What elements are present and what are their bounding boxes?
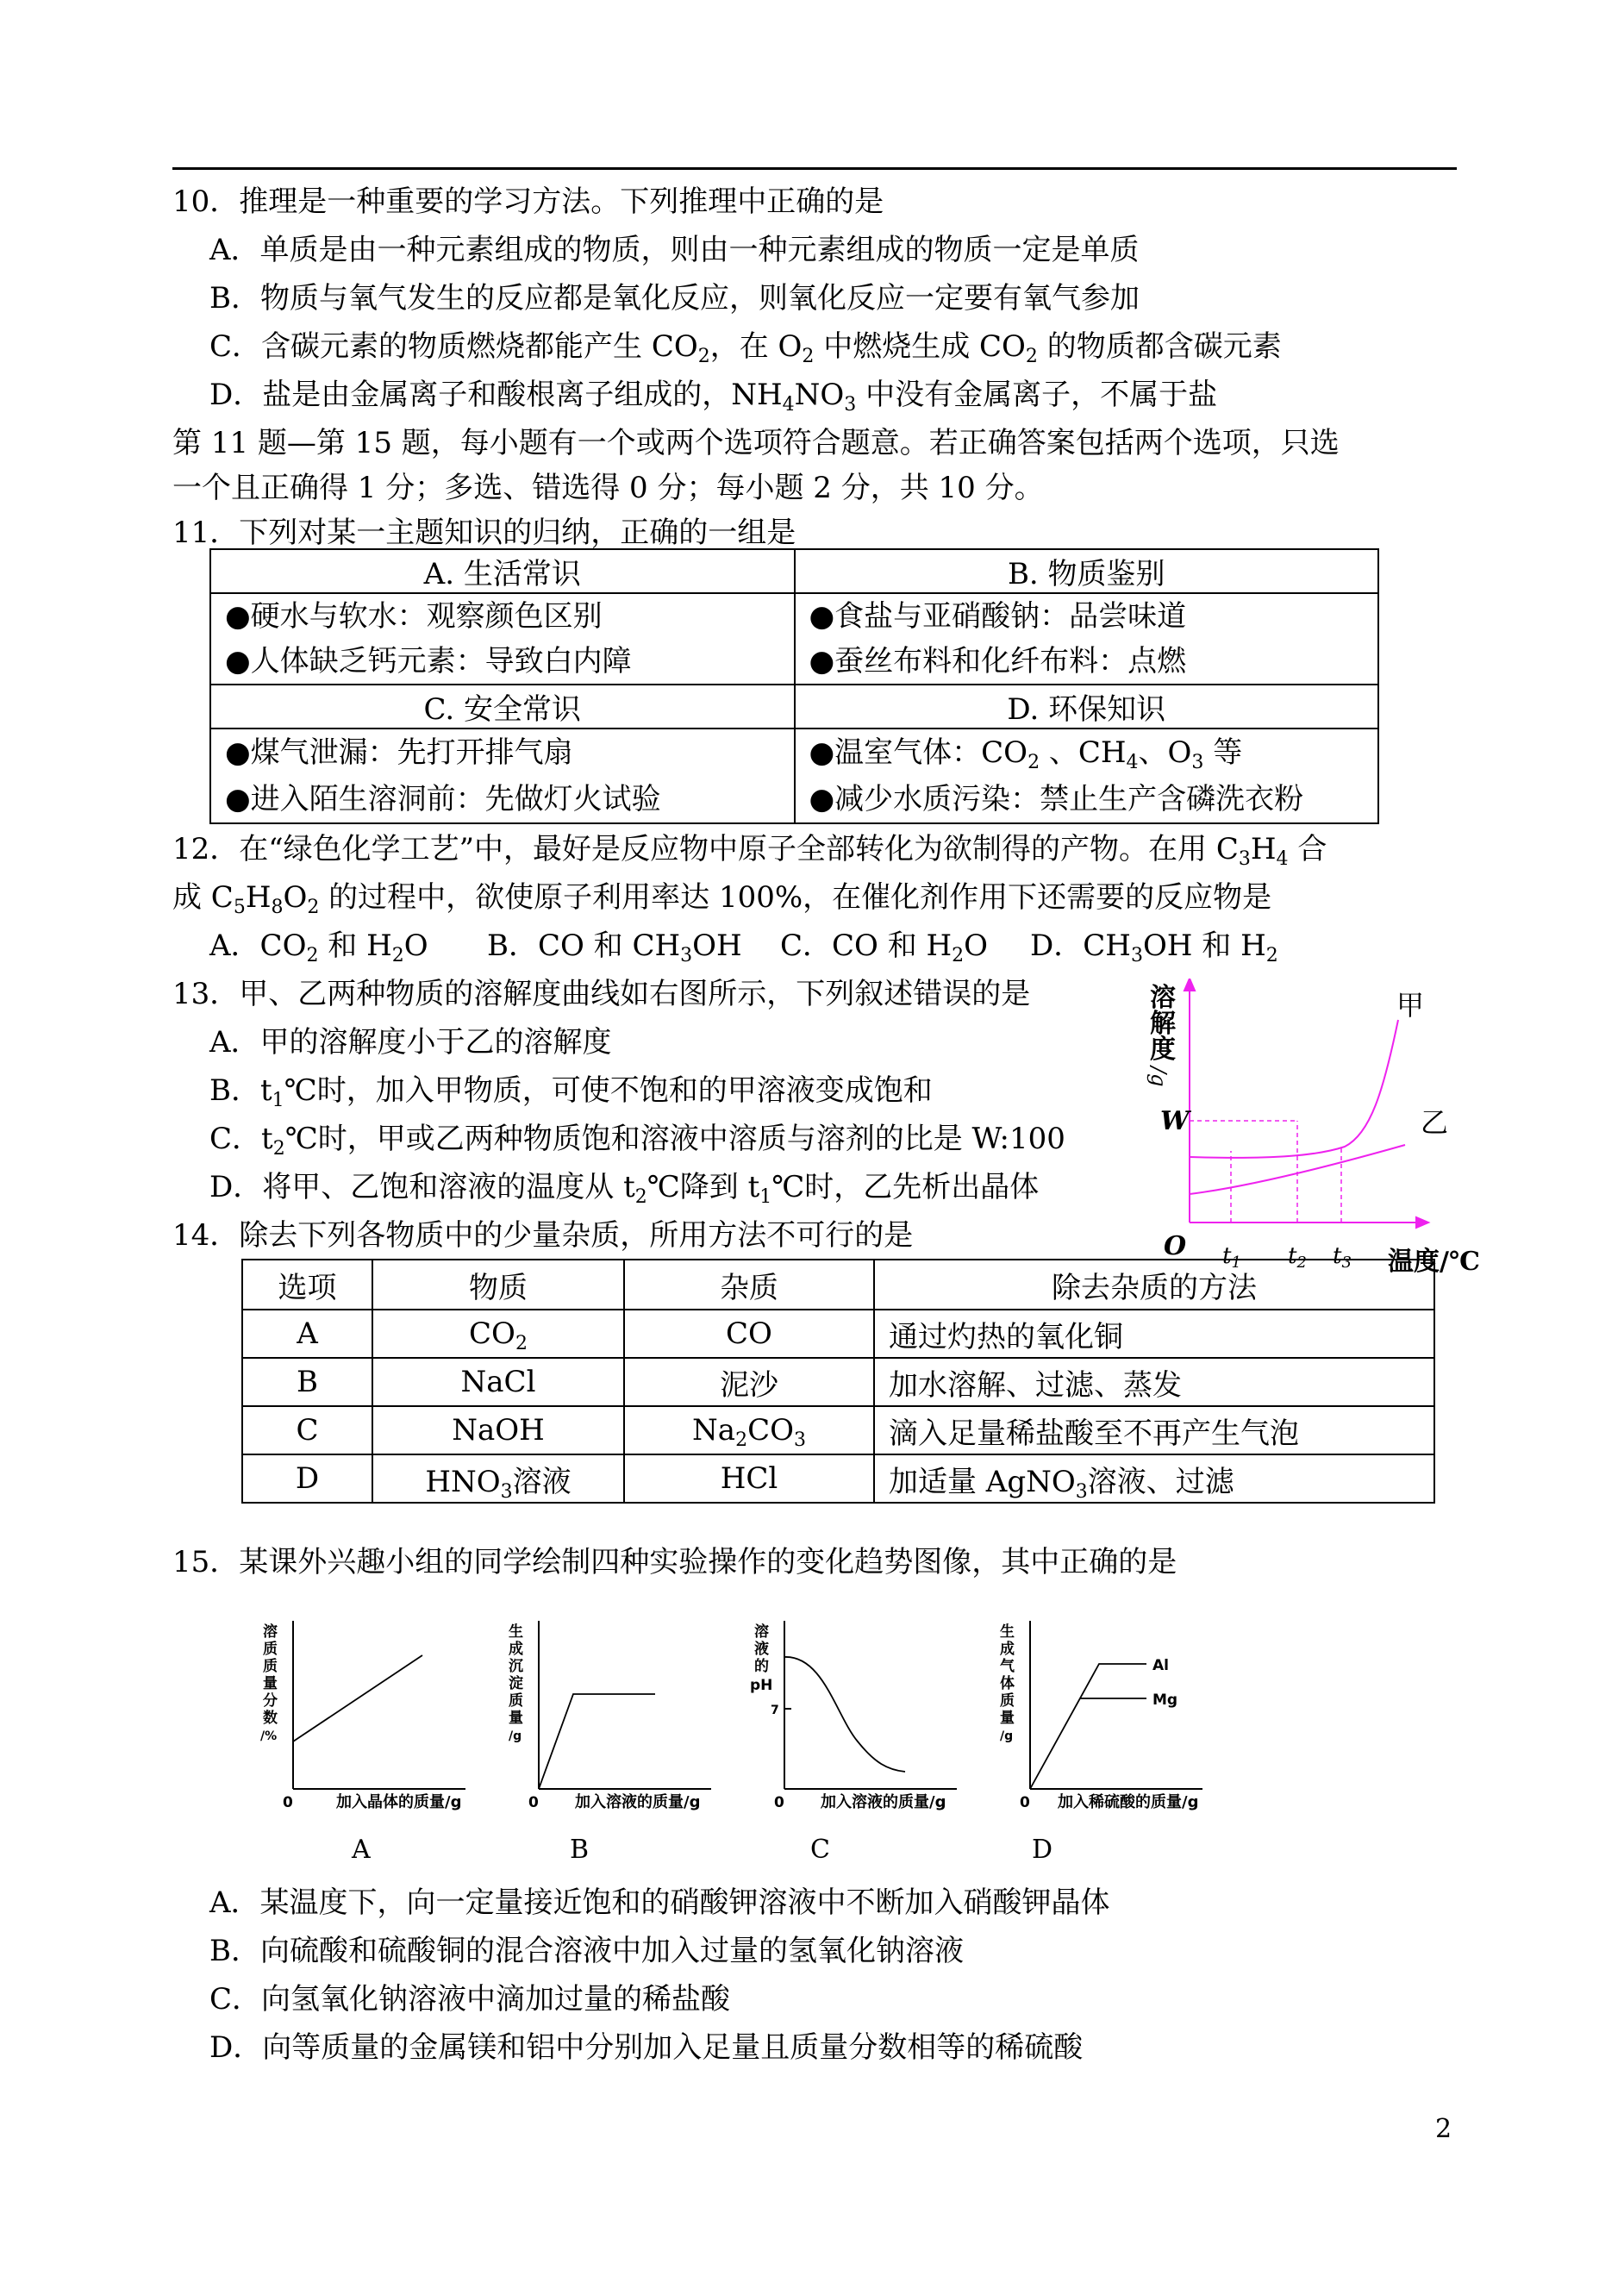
q14-header-substance: 物质 [372, 1260, 624, 1310]
svg-text:成: 成 [509, 1641, 523, 1658]
ylabel-2: 解 [1150, 1009, 1176, 1039]
q11-head-b: B. 物质鉴别 [795, 549, 1379, 593]
y-axis-arrow [1184, 979, 1195, 991]
svg-text:/g: /g [509, 1729, 522, 1743]
svg-text:质: 质 [263, 1658, 278, 1675]
origin-label: O [1164, 1231, 1187, 1261]
table-row: B NaCl 泥沙 加水溶解、过滤、蒸发 [242, 1358, 1434, 1406]
ylabel-4: /g [1146, 1066, 1171, 1087]
section-note-line2: 一个且正确得 1 分；多选、错选得 0 分；每小题 2 分，共 10 分。 [172, 471, 1044, 505]
svg-text:生: 生 [1000, 1623, 1015, 1641]
svg-text:数: 数 [263, 1710, 278, 1727]
q10-option-c: C．含碳元素的物质燃烧都能产生 $CO_2$，在 $O_2$ 中燃烧生成 $CO_2$ 的物质都含碳元素 [209, 329, 1282, 367]
q12-option-b: B．CO 和 $CH_3OH$ [487, 929, 742, 966]
curve-jia [1190, 1020, 1398, 1158]
ylabel-1: 溶 [1150, 983, 1176, 1013]
svg-text:量: 量 [263, 1675, 278, 1692]
header-rule [172, 167, 1457, 170]
svg-text:分: 分 [263, 1692, 278, 1710]
svg-text:量: 量 [509, 1710, 523, 1727]
svg-text:pH: pH [750, 1677, 773, 1694]
q15-option-d: D．向等质量的金属镁和铝中分别加入足量且质量分数相等的稀硫酸 [209, 2030, 1084, 2065]
svg-text:加入溶液的质量/g: 加入溶液的质量/g [575, 1793, 701, 1811]
svg-text:加入溶液的质量/g: 加入溶液的质量/g [821, 1793, 946, 1811]
graph-d [1000, 1621, 1202, 1865]
table-row: D $HNO_3$溶液 HCl 加适量 AgNO$_3$溶液、过滤 [242, 1454, 1434, 1503]
x-axis-arrow [1416, 1217, 1428, 1228]
graph-b [509, 1621, 711, 1865]
q10-option-d: D．盐是由金属离子和酸根离子组成的，$NH_4NO_3$ 中没有金属离子，不属于盐 [209, 378, 1218, 416]
svg-text:0: 0 [528, 1794, 539, 1811]
q15-option-b: B．向硫酸和硫酸铜的混合溶液中加入过量的氢氧化钠溶液 [209, 1934, 964, 1968]
t3-label: t3 [1333, 1243, 1352, 1272]
q12-line2: 成 $C_5H_8O_2$ 的过程中，欲使原子利用率达 100%，在催化剂作用下还需要的反应物是 [172, 880, 1272, 918]
t2-label: t2 [1288, 1243, 1307, 1272]
ylabel-3: 度 [1150, 1035, 1176, 1065]
q11-stem: 11．下列对某一主题知识的归纳，正确的一组是 [172, 516, 796, 550]
q13-option-b: B．$t_1℃$时，加入甲物质，可使不饱和的甲溶液变成饱和 [209, 1073, 933, 1111]
q15-stem: 15．某课外兴趣小组的同学绘制四种实验操作的变化趋势图像，其中正确的是 [172, 1545, 1177, 1579]
table-row: C NaOH $Na_2CO_3$ 滴入足量稀盐酸至不再产生气泡 [242, 1406, 1434, 1454]
graph-c [750, 1621, 957, 1865]
q10-option-b: B．物质与氧气发生的反应都是氧化反应，则氧化反应一定要有氧气参加 [209, 281, 1140, 316]
svg-text:0: 0 [1020, 1794, 1030, 1811]
svg-text:/%: /% [260, 1729, 278, 1743]
q11-head-a: A. 生活常识 [210, 549, 795, 593]
svg-text:成: 成 [1000, 1641, 1015, 1658]
t1-label: t1 [1222, 1243, 1241, 1272]
q15-option-c: C．向氢氧化钠溶液中滴加过量的稀盐酸 [209, 1982, 731, 2017]
svg-text:量: 量 [1000, 1710, 1015, 1727]
q11-cell-d: ●温室气体：$CO_2$ 、$CH_4$、$O_3$ 等 ●减少水质污染：禁止生产含磷洗衣粉 [795, 729, 1379, 823]
q14-header-option: 选项 [242, 1260, 372, 1310]
svg-text:淀: 淀 [509, 1675, 523, 1692]
svg-text:的: 的 [754, 1658, 769, 1675]
q14-header-impurity: 杂质 [624, 1260, 874, 1310]
svg-text:C: C [810, 1835, 830, 1865]
svg-text:液: 液 [754, 1641, 769, 1658]
svg-text:质: 质 [509, 1692, 523, 1710]
svg-text:溶: 溶 [263, 1623, 278, 1641]
xlabel: 温度/℃ [1388, 1247, 1480, 1277]
graph-a [260, 1621, 465, 1865]
q13-option-a: A．甲的溶解度小于乙的溶解度 [209, 1025, 612, 1060]
svg-text:Mg: Mg [1152, 1692, 1178, 1709]
svg-text:B: B [570, 1835, 590, 1865]
svg-text:7: 7 [771, 1704, 779, 1717]
svg-text:沉: 沉 [509, 1658, 523, 1675]
svg-text:质: 质 [1000, 1692, 1015, 1710]
q13-stem: 13．甲、乙两种物质的溶解度曲线如右图所示，下列叙述错误的是 [172, 977, 1031, 1011]
q15-graphs [250, 1612, 1224, 1879]
q14-header-method: 除去杂质的方法 [874, 1260, 1434, 1310]
q12-option-a: A．$CO_2$ 和 $H_2O$ [209, 929, 428, 966]
svg-text:溶: 溶 [754, 1623, 769, 1641]
section-note-line1: 第 11 题—第 15 题，每小题有一个或两个选项符合题意。若正确答案包括两个选项，只选 [172, 426, 1340, 460]
svg-text:0: 0 [774, 1794, 784, 1811]
q11-head-d: D. 环保知识 [795, 685, 1379, 729]
page-number: 2 [1435, 2114, 1452, 2144]
q11-cell-b: ●食盐与亚硝酸钠：品尝味道 ●蚕丝布料和化纤布料：点燃 [795, 593, 1379, 685]
q12-line1: 12．在“绿色化学工艺”中，最好是反应物中原子全部转化为欲制得的产物。在用 $C_3H_4$ 合 [172, 832, 1327, 870]
svg-text:加入晶体的质量/g: 加入晶体的质量/g [336, 1793, 462, 1811]
q13-option-c: C．$t_2℃$时，甲或乙两种物质饱和溶液中溶质与溶剂的比是 W:100 [209, 1122, 1065, 1160]
svg-text:质: 质 [263, 1641, 278, 1658]
svg-text:体: 体 [1000, 1675, 1015, 1692]
q14-table [241, 1259, 1435, 1504]
svg-text:0: 0 [283, 1794, 293, 1811]
svg-text:D: D [1032, 1835, 1053, 1865]
q13-solubility-graph [1146, 979, 1508, 1280]
svg-text:/g: /g [1000, 1729, 1014, 1743]
q12-option-c: C．CO 和 $H_2O$ [780, 929, 989, 966]
q12-option-d: D．$CH_3OH$ 和 $H_2$ [1030, 929, 1278, 966]
q11-table [209, 548, 1379, 824]
svg-text:加入稀硫酸的质量/g: 加入稀硫酸的质量/g [1058, 1793, 1199, 1811]
q11-cell-c: ●煤气泄漏：先打开排气扇 ●进入陌生溶洞前：先做灯火试验 [210, 729, 795, 823]
q11-cell-a: ●硬水与软水：观察颜色区别 ●人体缺乏钙元素：导致白内障 [210, 593, 795, 685]
svg-text:气: 气 [1000, 1658, 1015, 1675]
svg-text:生: 生 [509, 1623, 523, 1641]
q10-option-a: A．单质是由一种元素组成的物质，则由一种元素组成的物质一定是单质 [209, 233, 1140, 267]
q15-option-a: A．某温度下，向一定量接近饱和的硝酸钾溶液中不断加入硝酸钾晶体 [209, 1885, 1110, 1920]
table-row: A $CO_2$ CO 通过灼热的氧化铜 [242, 1310, 1434, 1358]
curve-jia-label: 甲 [1396, 989, 1425, 1022]
svg-text:A: A [352, 1835, 371, 1865]
q10-stem: 10．推理是一种重要的学习方法。下列推理中正确的是 [172, 184, 884, 219]
q14-stem: 14．除去下列各物质中的少量杂质，所用方法不可行的是 [172, 1218, 914, 1253]
q11-head-c: C. 安全常识 [210, 685, 795, 729]
w-label: W [1160, 1106, 1190, 1136]
curve-yi-label: 乙 [1421, 1106, 1449, 1139]
q13-option-d: D．将甲、乙饱和溶液的温度从 $t_2℃$降到 $t_1℃$时，乙先析出晶体 [209, 1170, 1040, 1208]
svg-text:Al: Al [1152, 1657, 1169, 1674]
